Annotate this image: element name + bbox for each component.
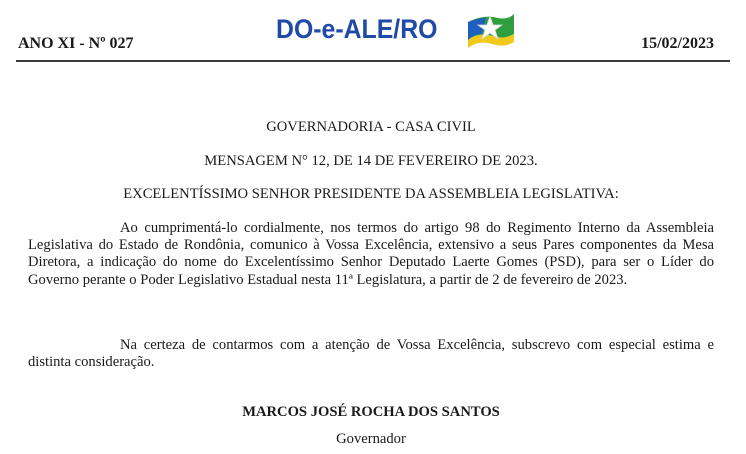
department-heading: GOVERNADORIA - CASA CIVIL: [266, 119, 476, 135]
logo: [276, 6, 452, 52]
rondonia-flag-icon: [464, 8, 516, 52]
signatory-title: Governador: [336, 431, 406, 447]
salutation: EXCELENTÍSSIMO SENHOR PRESIDENTE DA ASSEMBLEIA LEGISLATIVA:: [123, 186, 619, 202]
page-header: [0, 0, 746, 62]
logo-text: DO-e-ALE/RO: [276, 13, 438, 44]
header-divider: [16, 60, 730, 62]
body-paragraph-1: Ao cumprimentá-lo cordialmente, nos termos do artigo 98 do Regimento Interno da Assembleia Legislativa do Estado de Rondônia, comunico à Vossa Excelência, extensivo a seus Pares componentes da Mesa Diretora, a indicação do nome do Excelentíssimo Senhor Deputado Laerte Gomes (PSD), para ser o Líder do Governo perante o Poder Legislativo Estadual nesta 11ª Legislatura, a partir de 2 de fevereiro de 2023.: [28, 220, 714, 288]
publication-date: 15/02/2023: [641, 35, 714, 52]
signatory-name: MARCOS JOSÉ ROCHA DOS SANTOS: [242, 404, 500, 420]
body-paragraph-2: Na certeza de contarmos com a atenção de Vossa Excelência, subscrevo com especial estima e distinta consideração.: [28, 337, 714, 371]
issue-number: ANO XI - Nº 027: [18, 35, 134, 52]
message-title: MENSAGEM N° 12, DE 14 DE FEVEREIRO DE 2023.: [204, 153, 538, 169]
